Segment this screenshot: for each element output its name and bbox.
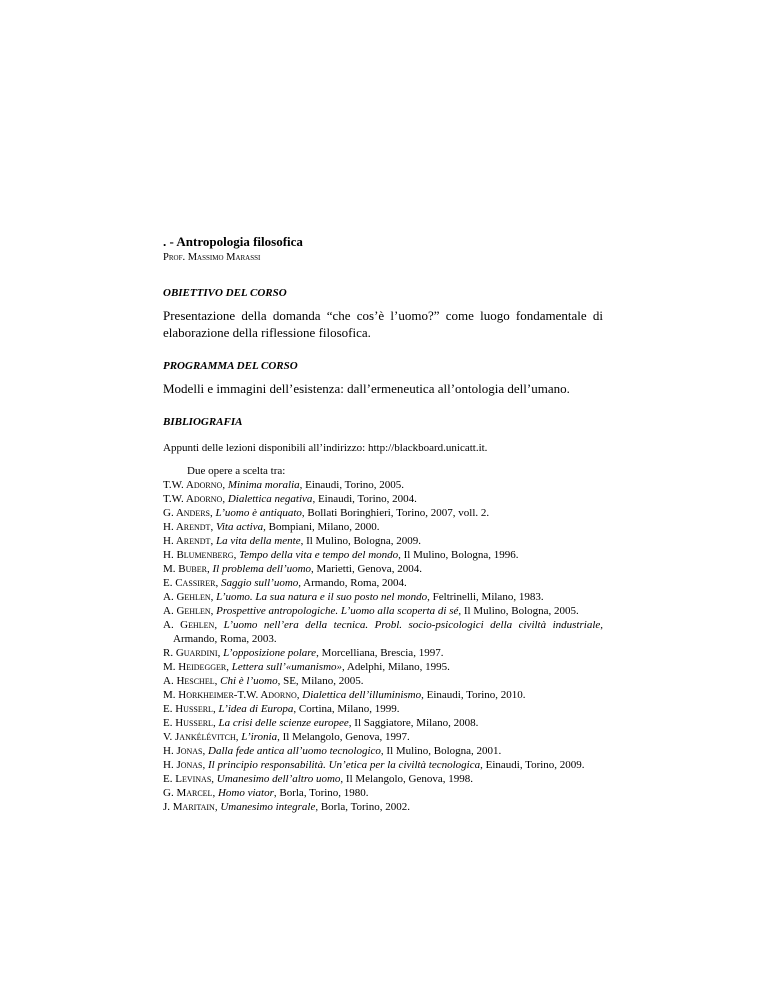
reference-details: , Il Melangolo, Genova, 1998. <box>340 773 474 785</box>
reference-details: , Il Mulino, Bologna, 2005. <box>458 605 579 617</box>
reference-item: H. Arendt, La vita della mente, Il Mulino, Bologna, 2009. <box>163 535 421 547</box>
reference-item: H. Blumenberg, Tempo della vita e tempo del mondo, Il Mulino, Bologna, 1996. <box>163 549 519 561</box>
reference-author: A. Gehlen <box>163 605 211 617</box>
reference-title: Lettera sull’«umanismo» <box>231 661 343 673</box>
reference-details: , Borla, Torino, 2002. <box>315 801 410 813</box>
reference-author: A. Gehlen <box>163 591 211 603</box>
reference-item: A. Gehlen, L’uomo. La sua natura e il suo posto nel mondo, Feltrinelli, Milano, 1983. <box>163 591 544 603</box>
reference-details: , Borla, Torino, 1980. <box>273 787 369 799</box>
reference-details: , Adelphi, Milano, 1995. <box>342 661 450 673</box>
reference-author: H. Arendt <box>163 521 211 533</box>
reference-item: A. Gehlen, L’uomo nell’era della tecnica. Probl. socio-psicologici della civiltà industriale, Armando, Roma, 2003. <box>163 619 604 645</box>
reference-author: E. Husserl <box>163 717 213 729</box>
reference-author: G. Anders <box>163 507 211 519</box>
reference-details: , Feltrinelli, Milano, 1983. <box>427 591 544 603</box>
reference-item: A. Gehlen, Prospettive antropologiche. L’uomo alla scoperta di sé, Il Mulino, Bologna, 2005. <box>163 605 579 617</box>
reference-details: , Il Mulino, Bologna, 1996. <box>398 549 519 561</box>
reference-title: Dalla fede antica all’uomo tecnologico <box>208 745 381 757</box>
reference-title: Dialettica dell’illuminismo <box>302 689 422 701</box>
reference-author: V. Jankélévitch <box>163 731 236 743</box>
bibliography-intro: Appunti delle lezioni disponibili all’indirizzo: http://blackboard.unicatt.it. <box>163 442 488 454</box>
reference-author: A. Gehlen <box>163 619 215 631</box>
reference-author: J. Maritain <box>163 801 215 813</box>
reference-details: , Armando, Roma, 2003. <box>173 619 604 645</box>
document-page <box>163 233 603 814</box>
program-heading: PROGRAMMA DEL CORSO <box>163 360 298 372</box>
reference-title: Il principio responsabilità. Un’etica per la civiltà tecnologica <box>208 759 481 771</box>
objective-heading: OBIETTIVO DEL CORSO <box>163 287 287 299</box>
reference-title: Prospettive antropologiche. L’uomo alla scoperta di sé <box>216 605 459 617</box>
reference-title: La vita della mente <box>215 535 301 547</box>
reference-author: H. Jonas <box>163 759 203 771</box>
reference-author: R. Guardini <box>163 647 218 659</box>
reference-author: M. Horkheimer-T.W. Adorno <box>163 689 297 701</box>
reference-title: L’uomo. La sua natura e il suo posto nel mondo <box>216 591 428 603</box>
reference-title: L’opposizione polare <box>223 647 317 659</box>
reference-title: Il problema dell’uomo <box>212 563 312 575</box>
reference-details: , SE, Milano, 2005. <box>277 675 364 687</box>
reference-author: M. Heidegger <box>163 661 227 673</box>
reference-item: T.W. Adorno, Dialettica negativa, Einaudi, Torino, 2004. <box>163 493 417 505</box>
reference-item: H. Jonas, Dalla fede antica all’uomo tecnologico, Il Mulino, Bologna, 2001. <box>163 745 502 757</box>
reference-author: G. Marcel <box>163 787 213 799</box>
reference-item: E. Husserl, L’idea di Europa, Cortina, Milano, 1999. <box>163 703 400 715</box>
professor-name: Prof. Massimo Marassi <box>163 252 261 263</box>
reference-title: Saggio sull’uomo <box>220 577 299 589</box>
reference-details: , Einaudi, Torino, 2009. <box>480 759 585 771</box>
reference-author: H. Jonas <box>163 745 203 757</box>
course-title <box>163 233 603 250</box>
reference-details: , Morcelliana, Brescia, 1997. <box>316 647 444 659</box>
reference-title: Homo viator <box>217 787 274 799</box>
reference-author: E. Levinas <box>163 773 212 785</box>
reference-details: , Il Melangolo, Genova, 1997. <box>277 731 410 743</box>
reference-title: L’uomo è antiquato <box>215 507 302 519</box>
reference-title: Tempo della vita e tempo del mondo <box>239 549 399 561</box>
reference-details: , Bollati Boringhieri, Torino, 2007, voll. 2. <box>301 507 490 519</box>
reference-details: , Armando, Roma, 2004. <box>298 577 407 589</box>
reference-title: L’ironia <box>241 731 278 743</box>
reference-details: , Il Mulino, Bologna, 2009. <box>300 535 421 547</box>
reference-item: H. Arendt, Vita activa, Bompiani, Milano, 2000. <box>163 521 380 533</box>
reference-item: G. Anders, L’uomo è antiquato, Bollati Boringhieri, Torino, 2007, voll. 2. <box>163 507 490 519</box>
reference-item: T.W. Adorno, Minima moralia, Einaudi, Torino, 2005. <box>163 479 405 491</box>
reference-title: Umanesimo integrale <box>220 801 316 813</box>
reference-item: A. Heschel, Chi è l’uomo, SE, Milano, 2005. <box>163 675 364 687</box>
reference-details: , Einaudi, Torino, 2004. <box>312 493 417 505</box>
course-name: Antropologia filosofica <box>176 234 303 249</box>
reference-item: J. Maritain, Umanesimo integrale, Borla, Torino, 2002. <box>163 801 410 813</box>
objective-text: Presentazione della domanda “che cos’è l’uomo?” come luogo fondamentale di elaborazione della riflessione filosofica. <box>163 308 603 340</box>
reference-item: E. Cassirer, Saggio sull’uomo, Armando, Roma, 2004. <box>163 577 407 589</box>
reference-author: T.W. Adorno <box>163 493 223 505</box>
reference-details: , Il Mulino, Bologna, 2001. <box>380 745 502 757</box>
reference-item: M. Horkheimer-T.W. Adorno, Dialettica dell’illuminismo, Einaudi, Torino, 2010. <box>163 689 526 701</box>
bibliography-choose-note: Due opere a scelta tra: <box>187 465 286 477</box>
reference-item: M. Buber, Il problema dell’uomo, Marietti, Genova, 2004. <box>163 563 422 575</box>
bibliography-heading: BIBLIOGRAFIA <box>163 416 243 428</box>
reference-author: H. Arendt <box>163 535 211 547</box>
reference-item: E. Husserl, La crisi delle scienze europee, Il Saggiatore, Milano, 2008. <box>163 717 479 729</box>
reference-author: M. Buber <box>163 563 207 575</box>
reference-details: , Il Saggiatore, Milano, 2008. <box>348 717 479 729</box>
reference-item: R. Guardini, L’opposizione polare, Morcelliana, Brescia, 1997. <box>163 647 444 659</box>
reference-item: H. Jonas, Il principio responsabilità. Un’etica per la civiltà tecnologica, Einaudi, Torino, 2009. <box>163 759 585 771</box>
reference-title: L’idea di Europa <box>218 703 294 715</box>
reference-title: Vita activa <box>215 521 264 533</box>
reference-item: G. Marcel, Homo viator, Borla, Torino, 1980. <box>163 787 369 799</box>
course-number: . - <box>163 234 174 249</box>
reference-details: , Einaudi, Torino, 2010. <box>421 689 526 701</box>
reference-item: E. Levinas, Umanesimo dell’altro uomo, Il Melangolo, Genova, 1998. <box>163 773 474 785</box>
reference-author: E. Husserl <box>163 703 213 715</box>
reference-title: La crisi delle scienze europee <box>218 717 349 729</box>
program-text: Modelli e immagini dell’esistenza: dall’ermeneutica all’ontologia dell’umano. <box>163 381 570 396</box>
reference-author: H. Blumenberg <box>163 549 234 561</box>
reference-author: A. Heschel <box>163 675 215 687</box>
reference-title: Dialettica negativa <box>227 493 313 505</box>
reference-details: , Cortina, Milano, 1999. <box>293 703 400 715</box>
reference-title: Minima moralia <box>227 479 300 491</box>
reference-title: L’uomo nell’era della tecnica. Probl. socio-psicologici della civiltà industriale <box>223 619 601 631</box>
reference-title: Chi è l’uomo <box>220 675 278 687</box>
reference-list <box>163 478 603 814</box>
reference-item: V. Jankélévitch, L’ironia, Il Melangolo, Genova, 1997. <box>163 731 410 743</box>
reference-details: , Einaudi, Torino, 2005. <box>299 479 405 491</box>
reference-author: T.W. Adorno <box>163 479 223 491</box>
reference-title: Umanesimo dell’altro uomo <box>216 773 341 785</box>
reference-item: M. Heidegger, Lettera sull’«umanismo», Adelphi, Milano, 1995. <box>163 661 450 673</box>
reference-details: , Marietti, Genova, 2004. <box>311 563 422 575</box>
reference-details: , Bompiani, Milano, 2000. <box>263 521 380 533</box>
reference-author: E. Cassirer <box>163 577 216 589</box>
